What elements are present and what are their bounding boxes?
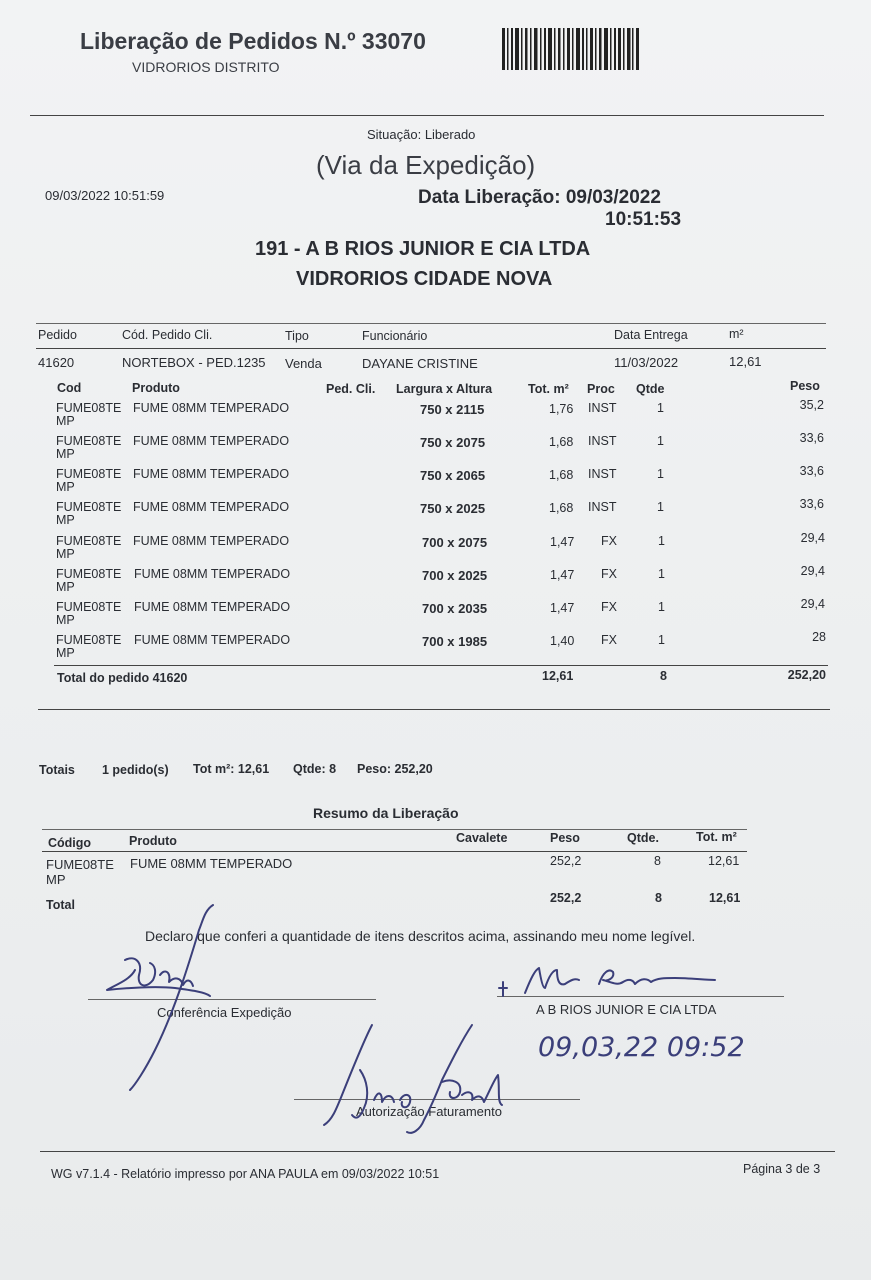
item-dimensions: 700 x 1985 — [422, 634, 488, 649]
table-row — [0, 566, 871, 599]
summary-cod: FUME08TE — [46, 857, 114, 872]
order-number: 41620 — [38, 355, 75, 370]
item-peso: 33,6 — [799, 431, 824, 445]
item-peso: 29,4 — [800, 597, 825, 611]
divider — [30, 115, 824, 116]
totals-m2: Tot m²: 12,61 — [193, 762, 270, 776]
document-title: Liberação de Pedidos N.º 33070 — [80, 28, 426, 54]
items-col-proc: Proc — [587, 382, 615, 396]
item-peso: 29,4 — [800, 531, 825, 545]
item-dimensions: 700 x 2035 — [422, 601, 488, 616]
summary-total-label: Total — [46, 898, 75, 912]
item-qtde: 1 — [657, 500, 664, 514]
table-row — [0, 499, 871, 532]
col-pedido: Pedido — [38, 328, 77, 342]
item-cod-suffix: MP — [56, 480, 75, 494]
item-cod: FUME08TE — [56, 401, 122, 415]
item-qtde: 1 — [658, 600, 665, 614]
item-proc: INST — [588, 434, 617, 448]
copy-label: (Via da Expedição) — [316, 150, 536, 180]
totals-label: Totais — [39, 763, 75, 777]
declaration-text: Declaro que conferi a quantidade de itens descritos acima, assinando meu nome legível. — [145, 928, 696, 944]
item-m2: 1,47 — [550, 601, 575, 615]
summary-col-m2: Tot. m² — [696, 830, 737, 844]
item-produto: FUME 08MM TEMPERADO — [134, 600, 291, 614]
item-produto: FUME 08MM TEMPERADO — [134, 567, 291, 581]
table-row — [0, 599, 871, 632]
divider — [54, 665, 828, 666]
order-m2: 12,61 — [729, 354, 762, 369]
items-col-larg-alt: Largura x Altura — [396, 382, 493, 396]
summary-peso: 252,2 — [550, 854, 582, 868]
item-m2: 1,47 — [550, 535, 575, 549]
order-client-code: NORTEBOX - PED.1235 — [122, 355, 266, 370]
item-dimensions: 750 x 2065 — [420, 468, 486, 483]
order-total-qtde: 8 — [660, 669, 667, 683]
item-m2: 1,40 — [550, 634, 575, 648]
divider — [42, 851, 747, 852]
totals-qtde: Qtde: 8 — [293, 762, 337, 776]
items-col-produto: Produto — [132, 381, 180, 395]
item-m2: 1,68 — [549, 501, 574, 515]
item-cod-suffix: MP — [56, 447, 75, 461]
order-total-m2: 12,61 — [542, 669, 574, 683]
signature-label-cliente: A B RIOS JUNIOR E CIA LTDA — [536, 1002, 717, 1017]
barcode-icon — [502, 28, 640, 70]
summary-col-cavalete: Cavalete — [456, 831, 508, 845]
summary-total-peso: 252,2 — [550, 891, 582, 905]
signature-autorizacao-icon — [312, 1020, 522, 1140]
summary-cod-suffix: MP — [46, 872, 66, 887]
item-proc: INST — [588, 401, 617, 415]
col-m2: m² — [729, 327, 744, 341]
item-cod: FUME08TE — [56, 500, 122, 514]
col-funcionario: Funcionário — [362, 329, 428, 343]
item-peso: 35,2 — [799, 398, 824, 412]
item-produto: FUME 08MM TEMPERADO — [133, 434, 290, 448]
summary-title: Resumo da Liberação — [313, 805, 459, 821]
item-cod: FUME08TE — [56, 534, 122, 548]
summary-produto: FUME 08MM TEMPERADO — [130, 856, 293, 871]
items-col-ped-cli: Ped. Cli. — [326, 382, 376, 396]
summary-qtde: 8 — [654, 854, 661, 868]
signature-conferencia-icon — [95, 900, 225, 1095]
order-delivery-date: 11/03/2022 — [614, 355, 679, 370]
totals-peso: Peso: 252,20 — [357, 762, 433, 776]
signature-cliente-icon — [495, 958, 725, 1003]
item-qtde: 1 — [658, 534, 665, 548]
col-cod-cli: Cód. Pedido Cli. — [122, 328, 213, 342]
footer-page-number: Página 3 de 3 — [743, 1162, 821, 1176]
item-cod: FUME08TE — [56, 567, 122, 581]
col-data-entrega: Data Entrega — [614, 328, 688, 342]
item-qtde: 1 — [657, 434, 664, 448]
item-dimensions: 750 x 2115 — [420, 402, 485, 417]
item-proc: FX — [601, 534, 617, 548]
item-qtde: 1 — [657, 401, 664, 415]
signature-label-autorizacao: Autorização Faturamento — [356, 1104, 502, 1119]
table-row — [0, 466, 871, 499]
item-proc: FX — [601, 633, 617, 647]
client-store: VIDRORIOS CIDADE NOVA — [296, 268, 553, 290]
items-col-qtde: Qtde — [636, 382, 665, 396]
summary-col-codigo: Código — [48, 836, 92, 850]
item-proc: FX — [601, 567, 617, 581]
item-cod-suffix: MP — [56, 547, 75, 561]
summary-m2: 12,61 — [708, 854, 740, 868]
item-cod-suffix: MP — [56, 613, 75, 627]
summary-col-produto: Produto — [129, 834, 177, 848]
item-cod: FUME08TE — [56, 600, 122, 614]
item-cod: FUME08TE — [56, 467, 122, 481]
item-proc: INST — [588, 467, 617, 481]
item-produto: FUME 08MM TEMPERADO — [133, 534, 290, 548]
item-qtde: 1 — [657, 467, 664, 481]
release-time: 10:51:53 — [605, 209, 682, 230]
summary-col-qtde: Qtde. — [627, 831, 659, 845]
item-proc: FX — [601, 600, 617, 614]
release-date: Data Liberação: 09/03/2022 — [418, 187, 661, 208]
order-employee: DAYANE CRISTINE — [362, 356, 478, 371]
item-proc: INST — [588, 500, 617, 514]
status-text: Situação: Liberado — [367, 127, 476, 142]
divider — [36, 323, 826, 324]
item-m2: 1,68 — [549, 435, 574, 449]
item-cod-suffix: MP — [56, 580, 75, 594]
item-peso: 28 — [812, 630, 826, 644]
item-cod-suffix: MP — [56, 646, 75, 660]
item-peso: 29,4 — [800, 564, 825, 578]
order-total-label: Total do pedido 41620 — [57, 671, 188, 685]
table-row — [0, 533, 871, 566]
item-cod: FUME08TE — [56, 633, 122, 647]
items-col-cod: Cod — [57, 381, 82, 395]
col-tipo: Tipo — [285, 329, 309, 343]
item-produto: FUME 08MM TEMPERADO — [134, 633, 291, 647]
summary-total-qtde: 8 — [655, 891, 662, 905]
item-dimensions: 700 x 2025 — [422, 568, 488, 583]
item-m2: 1,76 — [549, 402, 574, 416]
item-dimensions: 750 x 2075 — [420, 435, 486, 450]
document-subtitle: VIDRORIOS DISTRITO — [132, 59, 280, 75]
summary-col-peso: Peso — [550, 831, 580, 845]
order-type: Venda — [285, 356, 322, 371]
item-peso: 33,6 — [799, 497, 824, 511]
item-produto: FUME 08MM TEMPERADO — [133, 500, 290, 514]
table-row — [0, 632, 871, 665]
item-m2: 1,47 — [550, 568, 575, 582]
item-cod-suffix: MP — [56, 414, 75, 428]
items-col-peso: Peso — [790, 379, 820, 393]
divider — [40, 1151, 835, 1152]
order-total-peso: 252,20 — [787, 668, 826, 682]
summary-total-m2: 12,61 — [709, 891, 741, 905]
table-row — [0, 400, 871, 433]
totals-pedidos: 1 pedido(s) — [102, 763, 169, 777]
signature-label-conferencia: Conferência Expedição — [157, 1005, 292, 1020]
item-qtde: 1 — [658, 567, 665, 581]
item-cod-suffix: MP — [56, 513, 75, 527]
item-produto: FUME 08MM TEMPERADO — [133, 467, 290, 481]
client-name: 191 - A B RIOS JUNIOR E CIA LTDA — [255, 238, 591, 260]
item-peso: 33,6 — [799, 464, 824, 478]
divider — [36, 348, 826, 349]
item-cod: FUME08TE — [56, 434, 122, 448]
table-row — [0, 433, 871, 466]
item-qtde: 1 — [658, 633, 665, 647]
item-m2: 1,68 — [549, 468, 574, 482]
divider — [38, 709, 830, 710]
items-col-tot-m2: Tot. m² — [528, 382, 569, 396]
handwritten-date: 09,03,22 09:52 — [538, 1032, 745, 1063]
item-produto: FUME 08MM TEMPERADO — [133, 401, 290, 415]
print-datetime: 09/03/2022 10:51:59 — [45, 188, 165, 203]
divider — [42, 829, 747, 830]
item-dimensions: 750 x 2025 — [420, 501, 486, 516]
footer-printed-by: WG v7.1.4 - Relatório impresso por ANA PAULA em 09/03/2022 10:51 — [51, 1167, 440, 1181]
item-dimensions: 700 x 2075 — [422, 535, 488, 550]
